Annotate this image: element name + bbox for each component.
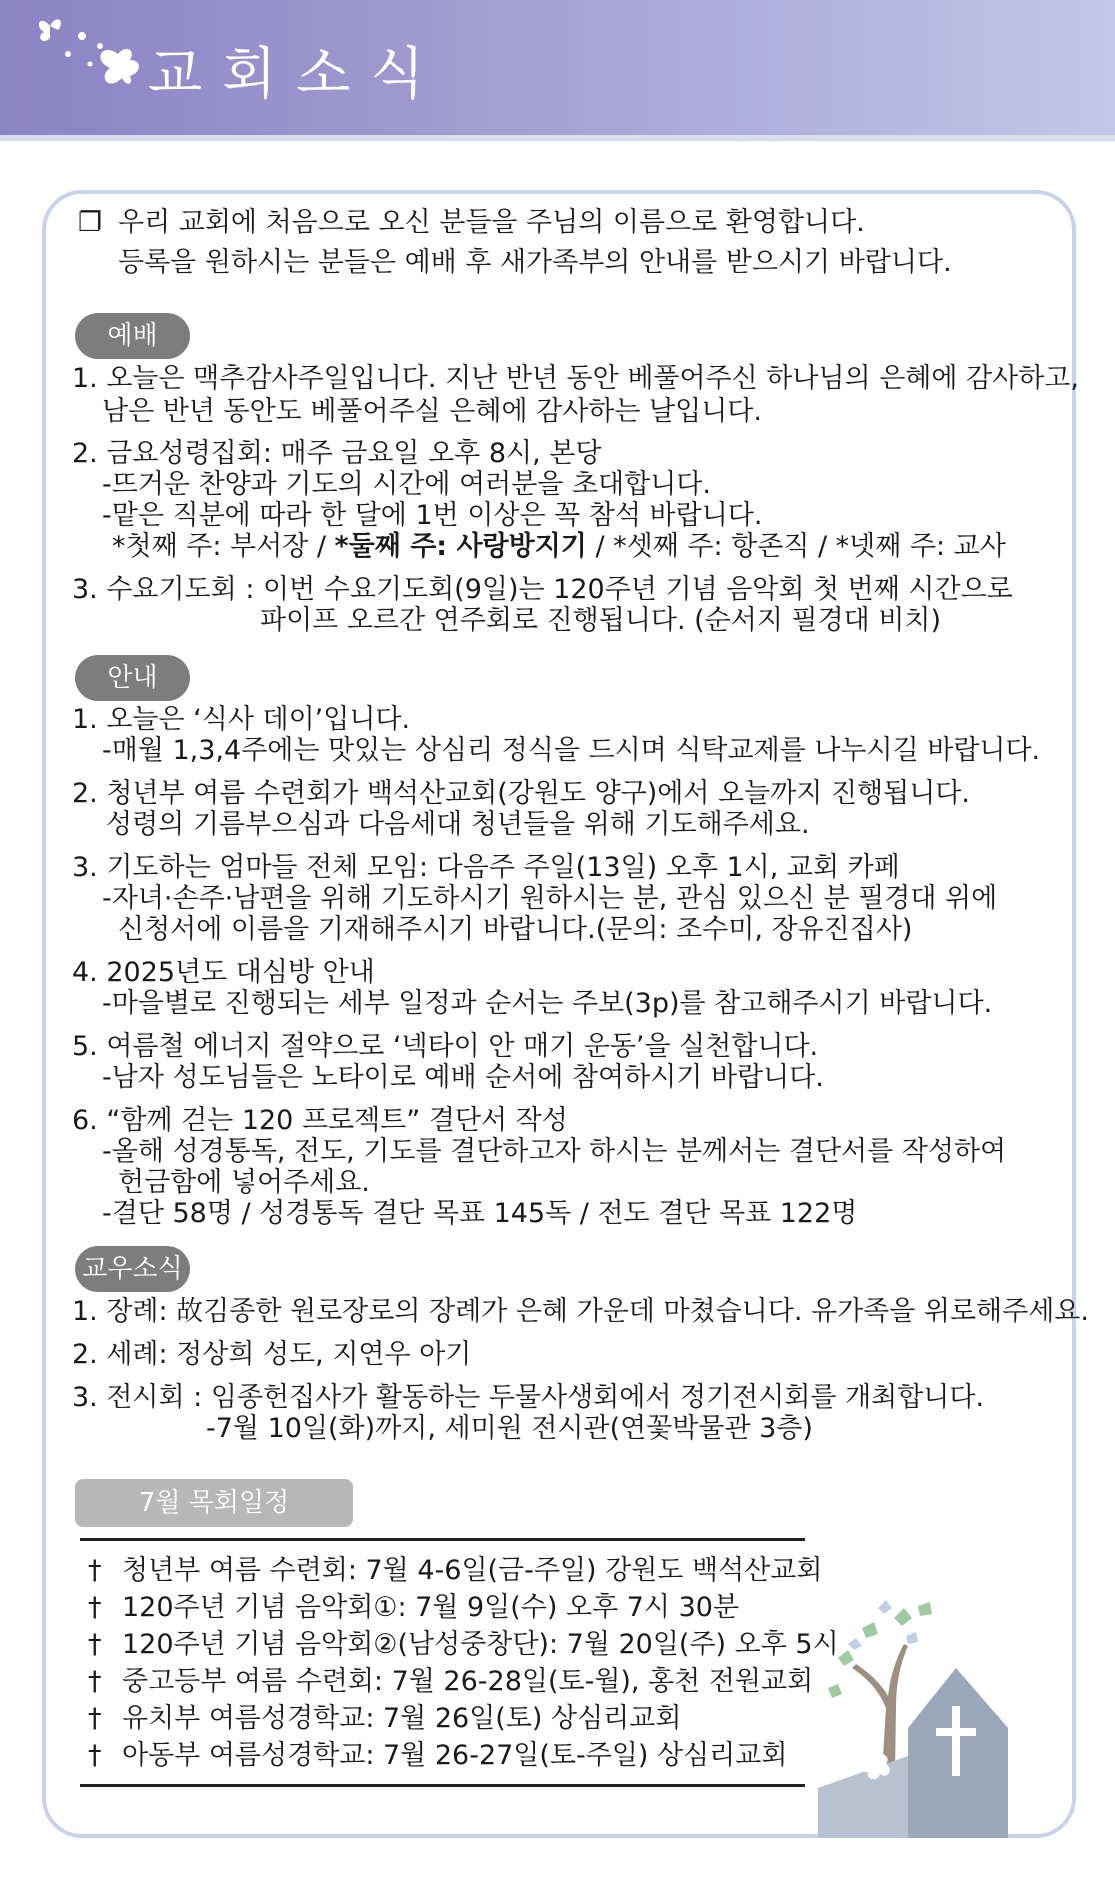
worship-item-3b: 파이프 오르간 연주회로 진행됩니다. (순서지 필경대 비치) — [260, 605, 942, 636]
cross-icon: † — [88, 1666, 102, 1697]
schedule-item-text: 120주년 기념 음악회②(남성중창단): 7월 20일(주) 오후 5시 — [122, 1629, 839, 1660]
worship-item-1a: 1. 오늘은 맥추감사주일입니다. 지난 반년 동안 베풀어주신 하나님의 은혜에 감사하고, — [72, 363, 1079, 394]
worship-item-2d-post: / *셋째 주: 항존직 / *넷째 주: 교사 — [586, 531, 1006, 562]
welcome-bullet: ❐ — [78, 207, 103, 238]
schedule-item-text: 아동부 여름성경학교: 7월 26-27일(토-주일) 상심리교회 — [122, 1740, 788, 1771]
notice-item-2a: 2. 청년부 여름 수련회가 백석산교회(강원도 양구)에서 오늘까지 진행됩니다. — [72, 778, 970, 809]
notice-item-5b: -남자 성도님들은 노타이로 예배 순서에 참여하시기 바랍니다. — [102, 1062, 824, 1093]
schedule-label: 7월 목회일정 — [75, 1479, 353, 1527]
cross-icon: † — [88, 1629, 102, 1660]
worship-item-2d — [112, 530, 1006, 564]
welcome-line-1: 우리 교회에 처음으로 오신 분들을 주님의 이름으로 환영합니다. — [118, 207, 865, 238]
header-underline — [0, 135, 1115, 141]
notice-item-5a: 5. 여름철 에너지 절약으로 ‘넥타이 안 매기 운동’을 실천합니다. — [72, 1031, 819, 1062]
notice-item-1b: -매월 1,3,4주에는 맛있는 상심리 정식을 드시며 식탁교제를 나누시길 바랍니다. — [102, 735, 1041, 766]
header-banner — [0, 0, 1115, 135]
notice-item-6d: -결단 58명 / 성경통독 결단 목표 145독 / 전도 결단 목표 122명 — [102, 1198, 858, 1229]
notice-item-3c: 신청서에 이름을 기재해주시기 바랍니다.(문의: 조수미, 장유진집사) — [118, 914, 913, 945]
notice-item-6c: 헌금함에 넣어주세요. — [118, 1167, 370, 1198]
welcome-line-2: 등록을 원하시는 분들은 예배 후 새가족부의 안내를 받으시기 바랍니다. — [118, 247, 952, 278]
schedule-item — [88, 1739, 787, 1773]
schedule-item-text: 청년부 여름 수련회: 7월 4-6일(금-주일) 강원도 백석산교회 — [122, 1555, 823, 1586]
members-item-1: 1. 장례: 故김종한 원로장로의 장례가 은혜 가운데 마쳤습니다. 유가족을 위로해주세요. — [72, 1296, 1089, 1327]
schedule-item-text: 유치부 여름성경학교: 7월 26일(토) 상심리교회 — [122, 1703, 682, 1734]
section-label-worship: 예배 — [75, 313, 190, 359]
notice-item-4a: 4. 2025년도 대심방 안내 — [72, 957, 375, 988]
members-item-3b: -7월 10일(화)까지, 세미원 전시관(연꽃박물관 3층) — [206, 1413, 813, 1444]
schedule-item — [88, 1665, 813, 1699]
worship-item-2a: 2. 금요성령집회: 매주 금요일 오후 8시, 본당 — [72, 438, 602, 469]
section-label-notice: 안내 — [75, 655, 190, 701]
notice-item-6b: -올해 성경통독, 전도, 기도를 결단하고자 하시는 분께서는 결단서를 작성하여 — [102, 1136, 1007, 1167]
worship-item-1b: 남은 반년 동안도 베풀어주실 은혜에 감사하는 날입니다. — [102, 396, 762, 427]
cross-icon: † — [88, 1740, 102, 1771]
schedule-item — [88, 1702, 681, 1736]
notice-item-1a: 1. 오늘은 ‘식사 데이’입니다. — [72, 704, 411, 735]
section-label-members: 교우소식 — [75, 1246, 190, 1292]
schedule-item — [88, 1628, 839, 1662]
church-tree-icon — [808, 1588, 1048, 1838]
members-item-3a: 3. 전시회 : 임종헌집사가 활동하는 두물사생회에서 정기전시회를 개최합니다. — [72, 1382, 985, 1413]
worship-item-3a: 3. 수요기도회 : 이번 수요기도회(9일)는 120주년 기념 음악회 첫 번째 시간으로 — [72, 574, 1013, 605]
schedule-item — [88, 1554, 822, 1588]
schedule-bottom-rule — [80, 1784, 805, 1787]
notice-item-3b: -자녀·손주·남편을 위해 기도하시기 원하시는 분, 관심 있으신 분 필경대 위에 — [102, 883, 998, 914]
schedule-item-text: 120주년 기념 음악회①: 7월 9일(수) 오후 7시 30분 — [122, 1592, 740, 1623]
cross-icon: † — [88, 1555, 102, 1586]
butterfly-icon — [30, 6, 150, 106]
notice-item-4b: -마을별로 진행되는 세부 일정과 순서는 주보(3p)를 참고해주시기 바랍니다. — [102, 988, 993, 1019]
notice-item-2b: 성령의 기름부으심과 다음세대 청년들을 위해 기도해주세요. — [106, 809, 810, 840]
schedule-item-text: 중고등부 여름 수련회: 7월 26-28일(토-월), 홍천 전원교회 — [122, 1666, 814, 1697]
members-item-2: 2. 세례: 정상희 성도, 지연우 아기 — [72, 1339, 472, 1370]
schedule-top-rule — [80, 1538, 805, 1541]
worship-item-2c: -맡은 직분에 따라 한 달에 1번 이상은 꼭 참석 바랍니다. — [102, 500, 763, 531]
page-title: 교회소식 — [148, 42, 445, 107]
schedule-item — [88, 1591, 739, 1625]
worship-item-2d-pre: *첫째 주: 부서장 / — [112, 531, 335, 562]
cross-icon: † — [88, 1592, 102, 1623]
notice-item-3a: 3. 기도하는 엄마들 전체 모임: 다음주 주일(13일) 오후 1시, 교회 카페 — [72, 852, 900, 883]
worship-item-2d-bold: *둘째 주: 사랑방지기 — [334, 531, 587, 562]
notice-item-6a: 6. “함께 걷는 120 프로젝트” 결단서 작성 — [72, 1105, 568, 1136]
cross-icon: † — [88, 1703, 102, 1734]
worship-item-2b: -뜨거운 찬양과 기도의 시간에 여러분을 초대합니다. — [102, 469, 711, 500]
